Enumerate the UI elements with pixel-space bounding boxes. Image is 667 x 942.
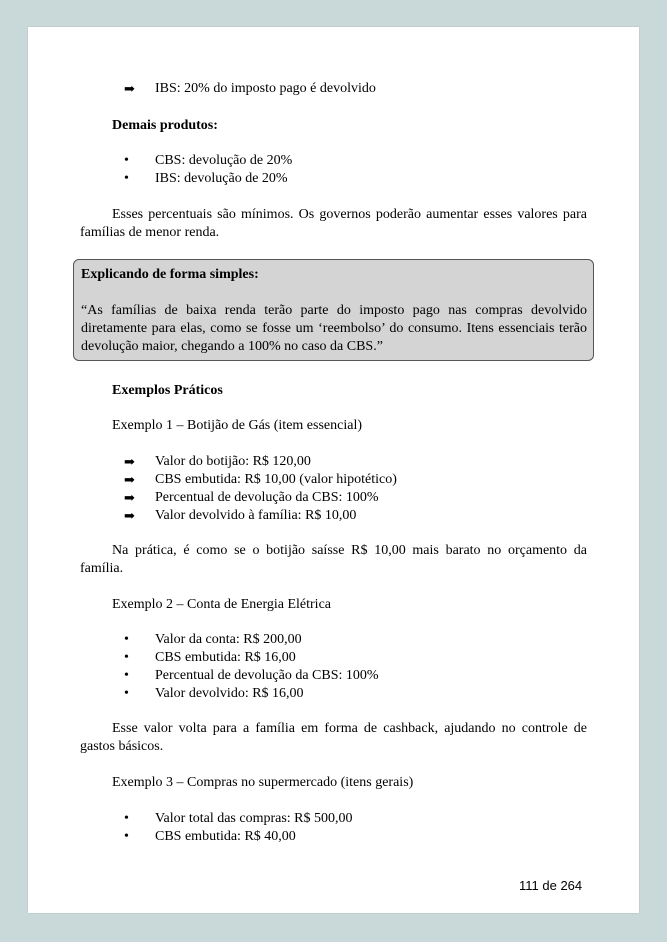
paragraph: Na prática, é como se o botijão saísse R$ 10,00 mais barato no orçamento da família. <box>80 543 587 576</box>
list-item: Valor devolvido à família: R$ 10,00 <box>155 508 357 523</box>
callout-title: Explicando de forma simples: <box>81 267 259 282</box>
example-title: Exemplo 3 – Compras no supermercado (itens gerais) <box>112 775 414 790</box>
list-item: Valor total das compras: R$ 500,00 <box>155 811 353 826</box>
arrow-bullet-icon: ➡ <box>124 490 135 505</box>
list-item: CBS: devolução de 20% <box>155 153 293 168</box>
list-item: IBS: devolução de 20% <box>155 171 288 186</box>
list-item: Valor da conta: R$ 200,00 <box>155 632 302 647</box>
paragraph: Esses percentuais são mínimos. Os governos poderão aumentar esses valores para famílias de menor renda. <box>80 207 587 240</box>
list-item: IBS: 20% do imposto pago é devolvido <box>155 81 376 96</box>
example-title: Exemplo 2 – Conta de Energia Elétrica <box>112 597 332 612</box>
bullet-icon: • <box>124 632 129 647</box>
bullet-icon: • <box>124 811 129 826</box>
arrow-bullet-icon: ➡ <box>124 454 135 469</box>
arrow-bullet-icon: ➡ <box>124 81 135 96</box>
paragraph: Esse valor volta para a família em forma de cashback, ajudando no controle de gastos básicos. <box>80 721 587 754</box>
list-item: CBS embutida: R$ 10,00 (valor hipotético) <box>155 472 397 487</box>
bullet-icon: • <box>124 668 129 683</box>
callout-text: “As famílias de baixa renda terão parte do imposto pago nas compras devolvido diretamente para elas, como se fosse um ‘reembolso’ do consumo. Itens essenciais terão devolução maior, chegando a 100% no caso da CBS.” <box>81 303 587 354</box>
list-item: Valor devolvido: R$ 16,00 <box>155 686 304 701</box>
arrow-bullet-icon: ➡ <box>124 472 135 487</box>
bullet-icon: • <box>124 686 129 701</box>
arrow-bullet-icon: ➡ <box>124 508 135 523</box>
list-item: Percentual de devolução da CBS: 100% <box>155 668 379 683</box>
example-title: Exemplo 1 – Botijão de Gás (item essencial) <box>112 418 362 433</box>
list-item: CBS embutida: R$ 16,00 <box>155 650 296 665</box>
bullet-icon: • <box>124 171 129 186</box>
section-heading: Exemplos Práticos <box>112 383 223 398</box>
bullet-icon: • <box>124 153 129 168</box>
list-item: CBS embutida: R$ 40,00 <box>155 829 296 844</box>
list-item: Percentual de devolução da CBS: 100% <box>155 490 379 505</box>
list-item: Valor do botijão: R$ 120,00 <box>155 454 311 469</box>
bullet-icon: • <box>124 650 129 665</box>
page-number: 111 de 264 <box>519 878 583 893</box>
bullet-icon: • <box>124 829 129 844</box>
section-heading: Demais produtos: <box>112 118 218 133</box>
document-page <box>28 27 639 913</box>
